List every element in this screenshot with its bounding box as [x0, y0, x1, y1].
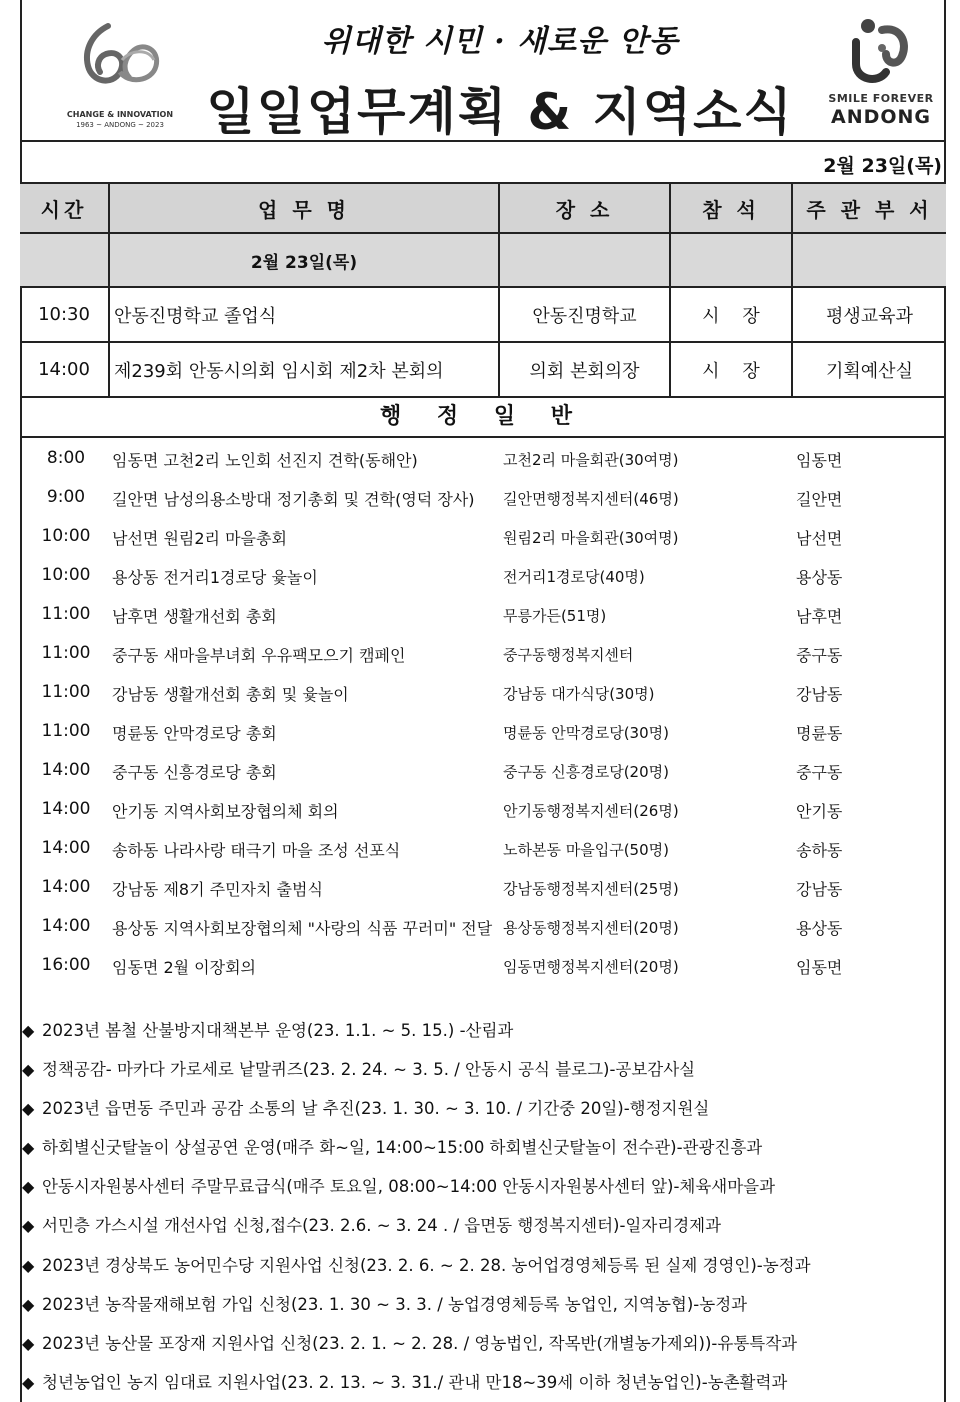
notice-text: 하회별신굿탈놀이 상설공연 운영(매주 화~일, 14:00~15:00 하회별신굿탈놀이 전수관)-관광진흥과	[42, 1138, 763, 1157]
col-header-time: 시간	[20, 184, 110, 232]
notice-item	[22, 1134, 942, 1158]
logo-years: 1963 ~ ANDONG ~ 2023	[76, 121, 164, 129]
item-dept: 길안면	[796, 490, 843, 509]
row-task: 제239회 안동시의회 임시회 제2차 본회의	[110, 343, 500, 396]
diamond-bullet-icon: ◆	[22, 1099, 35, 1118]
notice-item	[22, 1291, 942, 1315]
list-item	[20, 908, 946, 947]
item-name: 임동면 2월 이장회의	[112, 958, 256, 977]
notice-item	[22, 1330, 942, 1354]
notice-text: 정책공감- 마카다 가로세로 낱말퀴즈(23. 2. 24. ~ 3. 5. / 안동시 공식 블로그)-공보감사실	[42, 1060, 696, 1079]
notice-item	[22, 1095, 942, 1119]
notice-item	[22, 1369, 942, 1393]
item-place: 강남동 대가식당(30명)	[503, 685, 655, 703]
item-place: 전거리1경로당(40명)	[503, 568, 645, 586]
item-place: 노하본동 마을입구(50명)	[503, 841, 669, 859]
table-row	[20, 343, 946, 398]
item-time: 10:00	[41, 565, 91, 585]
diamond-bullet-icon: ◆	[22, 1216, 35, 1235]
item-dept: 중구동	[796, 646, 843, 665]
row-dept: 기획예산실	[826, 360, 913, 382]
item-time: 11:00	[41, 682, 91, 702]
row-attend: 시 장	[671, 288, 793, 341]
item-time: 10:00	[41, 526, 91, 546]
table-header-row	[20, 184, 946, 234]
list-item	[20, 791, 946, 830]
item-dept: 남선면	[796, 529, 843, 548]
section-title: 행 정 일 반	[20, 398, 946, 438]
item-name: 안기동 지역사회보장협의체 회의	[112, 802, 339, 821]
item-time: 16:00	[41, 955, 91, 975]
date-line	[20, 140, 946, 184]
col-header-place: 장 소	[500, 184, 671, 232]
diamond-bullet-icon: ◆	[22, 1295, 35, 1314]
item-dept: 강남동	[796, 880, 843, 899]
item-name: 길안면 남성의용소방대 정기총회 및 견학(영덕 장사)	[112, 490, 475, 509]
item-dept: 임동면	[796, 451, 843, 470]
date-row-time-cell	[20, 234, 110, 286]
notice-item	[22, 1252, 942, 1276]
list-item	[20, 674, 946, 713]
row-place: 의회 본회의장	[500, 343, 671, 396]
notice-text: 서민층 가스시설 개선사업 신청,접수(23. 2.6. ~ 3. 24 . / 읍면동 행정복지센터)-일자리경제과	[42, 1216, 722, 1235]
item-name: 중구동 새마을부녀회 우유팩모으기 캠페인	[112, 646, 406, 665]
item-dept: 안기동	[796, 802, 843, 821]
date-row-label: 2월 23일(목)	[110, 234, 500, 286]
item-dept: 임동면	[796, 958, 843, 977]
page-title: 일일업무계획 & 지역소식	[206, 83, 794, 141]
item-name: 명륜동 안막경로당 총회	[112, 724, 277, 743]
item-name: 중구동 신흥경로당 총회	[112, 763, 277, 782]
item-place: 명륜동 안막경로당(30명)	[503, 724, 669, 742]
notice-text: 2023년 봄철 산불방지대책본부 운영(23. 1.1. ~ 5. 15.) -산림과	[42, 1021, 514, 1040]
item-place: 중구동행정복지센터	[503, 646, 634, 664]
list-item	[20, 596, 946, 635]
logo-slogan-text: SMILE FOREVER	[828, 92, 934, 105]
andong-smile-icon	[816, 12, 946, 92]
item-name: 용상동 지역사회보장협의체 "사랑의 식품 꾸러미" 전달	[112, 919, 493, 938]
item-place: 중구동 신흥경로당(20명)	[503, 763, 669, 781]
list-item	[20, 869, 946, 908]
notice-item	[22, 1173, 942, 1197]
notice-text: 안동시자원봉사센터 주말무료급식(매주 토요일, 08:00~14:00 안동시자원봉사센터 앞)-체육새마을과	[42, 1177, 776, 1196]
table-date-row	[20, 234, 946, 288]
notice-text: 2023년 경상북도 농어민수당 지원사업 신청(23. 2. 6. ~ 2. 28. 농어업경영체등록 된 실제 경영인)-농정과	[42, 1256, 811, 1275]
row-attend: 시 장	[671, 343, 793, 396]
slogan: 위대한 시민 · 새로운 안동	[321, 24, 679, 59]
list-item	[20, 440, 946, 479]
item-place: 원림2리 마을회관(30여명)	[503, 529, 679, 547]
diamond-bullet-icon: ◆	[22, 1256, 35, 1275]
item-name: 강남동 생활개선회 총회 및 윷놀이	[112, 685, 349, 704]
diamond-bullet-icon: ◆	[22, 1177, 35, 1196]
list-item	[20, 752, 946, 791]
item-dept: 용상동	[796, 919, 843, 938]
notice-item	[22, 1212, 942, 1236]
col-header-dept: 주 관 부 서	[793, 184, 946, 232]
item-place: 용상동행정복지센터(20명)	[503, 919, 679, 937]
row-time: 10:30	[20, 288, 110, 341]
list-item	[20, 947, 946, 986]
item-time: 8:00	[46, 448, 86, 468]
table-row	[20, 288, 946, 343]
row-dept: 평생교육과	[826, 305, 913, 327]
sixty-logo-icon	[78, 20, 162, 90]
item-place: 강남동행정복지센터(25명)	[503, 880, 679, 898]
item-time: 9:00	[46, 487, 86, 507]
item-name: 남선면 원림2리 마을총회	[112, 529, 287, 548]
col-header-attend: 참 석	[671, 184, 793, 232]
list-item	[20, 557, 946, 596]
item-time: 11:00	[41, 643, 91, 663]
diamond-bullet-icon: ◆	[22, 1021, 35, 1040]
item-dept: 중구동	[796, 763, 843, 782]
item-name: 남후면 생활개선회 총회	[112, 607, 277, 626]
item-place: 임동면행정복지센터(20명)	[503, 958, 679, 976]
notice-item	[22, 1056, 942, 1080]
item-name: 강남동 제8기 주민자치 출범식	[112, 880, 323, 899]
notice-text: 2023년 읍면동 주민과 공감 소통의 날 추진(23. 1. 30. ~ 3. 10. / 기간중 20일)-행정지원실	[42, 1099, 710, 1118]
item-place: 안기동행정복지센터(26명)	[503, 802, 679, 820]
item-name: 송하동 나라사랑 태극기 마을 조성 선포식	[112, 841, 401, 860]
list-item	[20, 518, 946, 557]
item-place: 무릉가든(51명)	[503, 607, 607, 625]
andong-logo	[816, 12, 946, 132]
logo-city-text: ANDONG	[830, 106, 932, 128]
anniversary-logo	[50, 12, 190, 130]
diamond-bullet-icon: ◆	[22, 1334, 35, 1353]
item-dept: 명륜동	[796, 724, 843, 743]
item-time: 14:00	[41, 760, 91, 780]
item-time: 14:00	[41, 838, 91, 858]
list-item	[20, 479, 946, 518]
date-row-dept-cell	[793, 234, 946, 286]
date-row-place-cell	[500, 234, 671, 286]
list-item	[20, 830, 946, 869]
report-date: 2월 23일(목)	[823, 155, 942, 177]
notice-text: 2023년 농작물재해보험 가입 신청(23. 1. 30 ~ 3. 3. / 농업경영체등록 농업인, 지역농협)-농정과	[42, 1295, 748, 1314]
notice-text: 2023년 농산물 포장재 지원사업 신청(23. 2. 1. ~ 2. 28. / 영농법인, 작목반(개별농가제외))-유통특작과	[42, 1334, 798, 1353]
item-place: 고천2리 마을회관(30여명)	[503, 451, 679, 469]
date-row-attend-cell	[671, 234, 793, 286]
logo-subtitle: CHANGE & INNOVATION	[66, 110, 174, 119]
item-name: 임동면 고천2리 노인회 선진지 견학(동해안)	[112, 451, 418, 470]
list-item	[20, 713, 946, 752]
row-task: 안동진명학교 졸업식	[110, 288, 500, 341]
item-time: 14:00	[41, 916, 91, 936]
row-place: 안동진명학교	[500, 288, 671, 341]
diamond-bullet-icon: ◆	[22, 1138, 35, 1157]
header	[20, 0, 946, 140]
list-item	[20, 635, 946, 674]
diamond-bullet-icon: ◆	[22, 1373, 35, 1392]
item-dept: 강남동	[796, 685, 843, 704]
col-header-task: 업 무 명	[110, 184, 500, 232]
diamond-bullet-icon: ◆	[22, 1060, 35, 1079]
item-dept: 송하동	[796, 841, 843, 860]
item-dept: 용상동	[796, 568, 843, 587]
item-dept: 남후면	[796, 607, 843, 626]
item-place: 길안면행정복지센터(46명)	[503, 490, 679, 508]
item-name: 용상동 전거리1경로당 윷놀이	[112, 568, 318, 587]
item-time: 14:00	[41, 877, 91, 897]
item-time: 11:00	[41, 604, 91, 624]
item-time: 11:00	[41, 721, 91, 741]
notice-text: 청년농업인 농지 임대료 지원사업(23. 2. 13. ~ 3. 31./ 관내 만18~39세 이하 청년농업인)-농촌활력과	[42, 1373, 788, 1392]
item-time: 14:00	[41, 799, 91, 819]
row-time: 14:00	[20, 343, 110, 396]
notice-item	[22, 1017, 942, 1041]
